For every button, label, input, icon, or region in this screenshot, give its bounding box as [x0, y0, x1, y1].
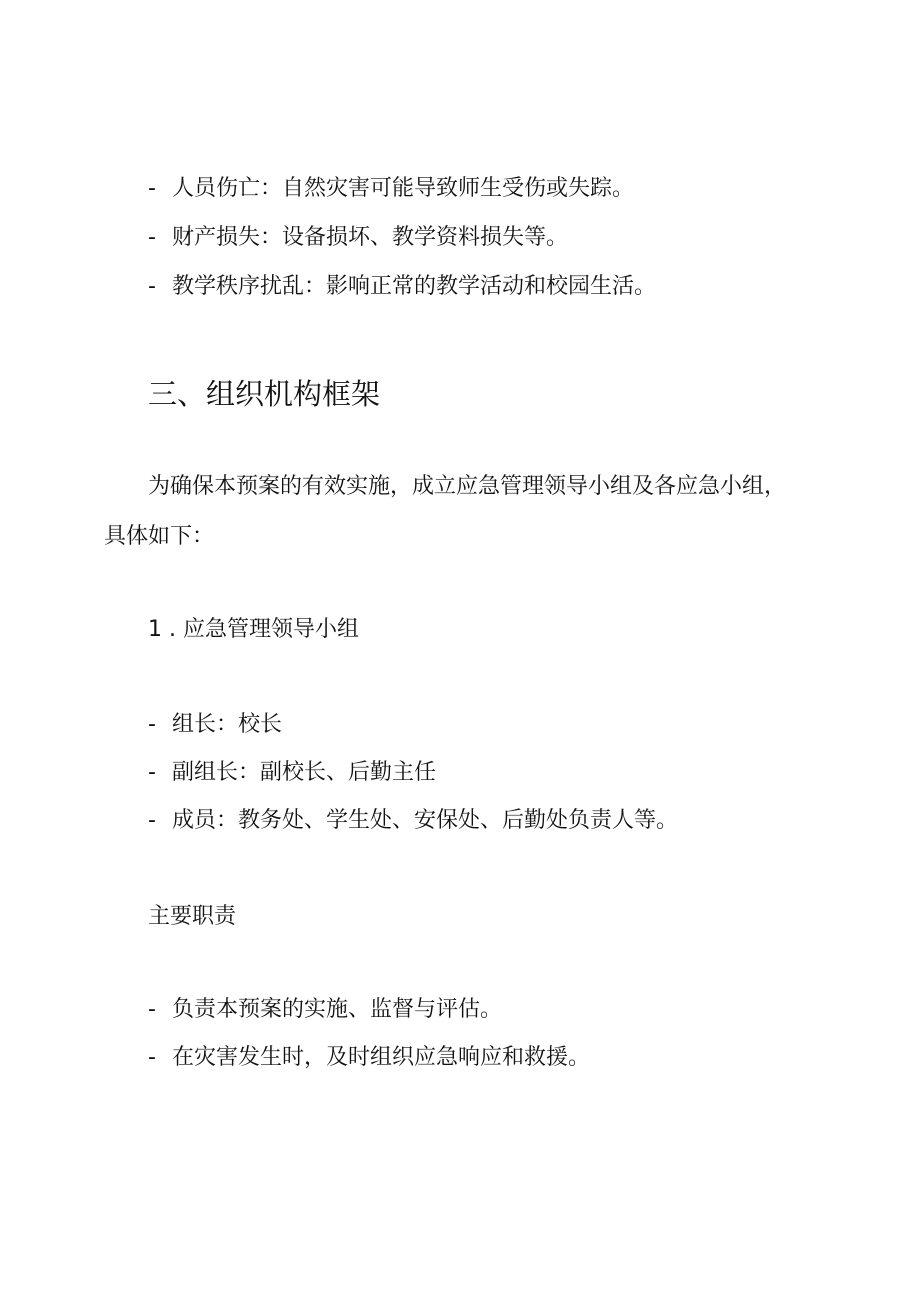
list-item-text: 在灾害发生时，及时组织应急响应和救援。	[172, 1045, 591, 1070]
bullet-dash: -	[148, 760, 156, 785]
bullet-dash: -	[148, 808, 156, 833]
list-item	[148, 806, 678, 836]
list-item	[148, 223, 568, 253]
subsection-title: 1 . 应急管理领导小组	[148, 617, 359, 642]
intro-paragraph-line-2: 具体如下：	[104, 524, 215, 549]
list-item-text: 成员：教务处、学生处、安保处、后勤处负责人等。	[172, 808, 679, 833]
duties-title: 主要职责	[148, 904, 237, 929]
list-item	[148, 272, 656, 302]
list-item	[148, 1043, 590, 1073]
bullet-dash: -	[148, 274, 156, 299]
list-item	[148, 758, 436, 788]
list-item	[148, 174, 634, 204]
list-item-text: 负责本预案的实施、监督与评估。	[172, 997, 503, 1022]
bullet-dash: -	[148, 997, 156, 1022]
bullet-dash: -	[148, 176, 156, 201]
bullet-dash: -	[148, 712, 156, 737]
bullet-dash: -	[148, 1045, 156, 1070]
list-item	[148, 995, 502, 1025]
section-heading: 三、组织机构框架	[148, 377, 381, 411]
bullet-dash: -	[148, 225, 156, 250]
list-item-text: 教学秩序扰乱：影响正常的教学活动和校园生活。	[172, 274, 657, 299]
list-item-text: 副组长：副校长、后勤主任	[172, 760, 437, 785]
list-item	[148, 710, 282, 740]
list-item-text: 人员伤亡：自然灾害可能导致师生受伤或失踪。	[172, 176, 635, 201]
list-item-text: 财产损失：设备损坏、教学资料损失等。	[172, 225, 569, 250]
intro-paragraph-line-1: 为确保本预案的有效实施，成立应急管理领导小组及各应急小组，	[148, 474, 787, 499]
list-item-text: 组长：校长	[172, 712, 283, 737]
